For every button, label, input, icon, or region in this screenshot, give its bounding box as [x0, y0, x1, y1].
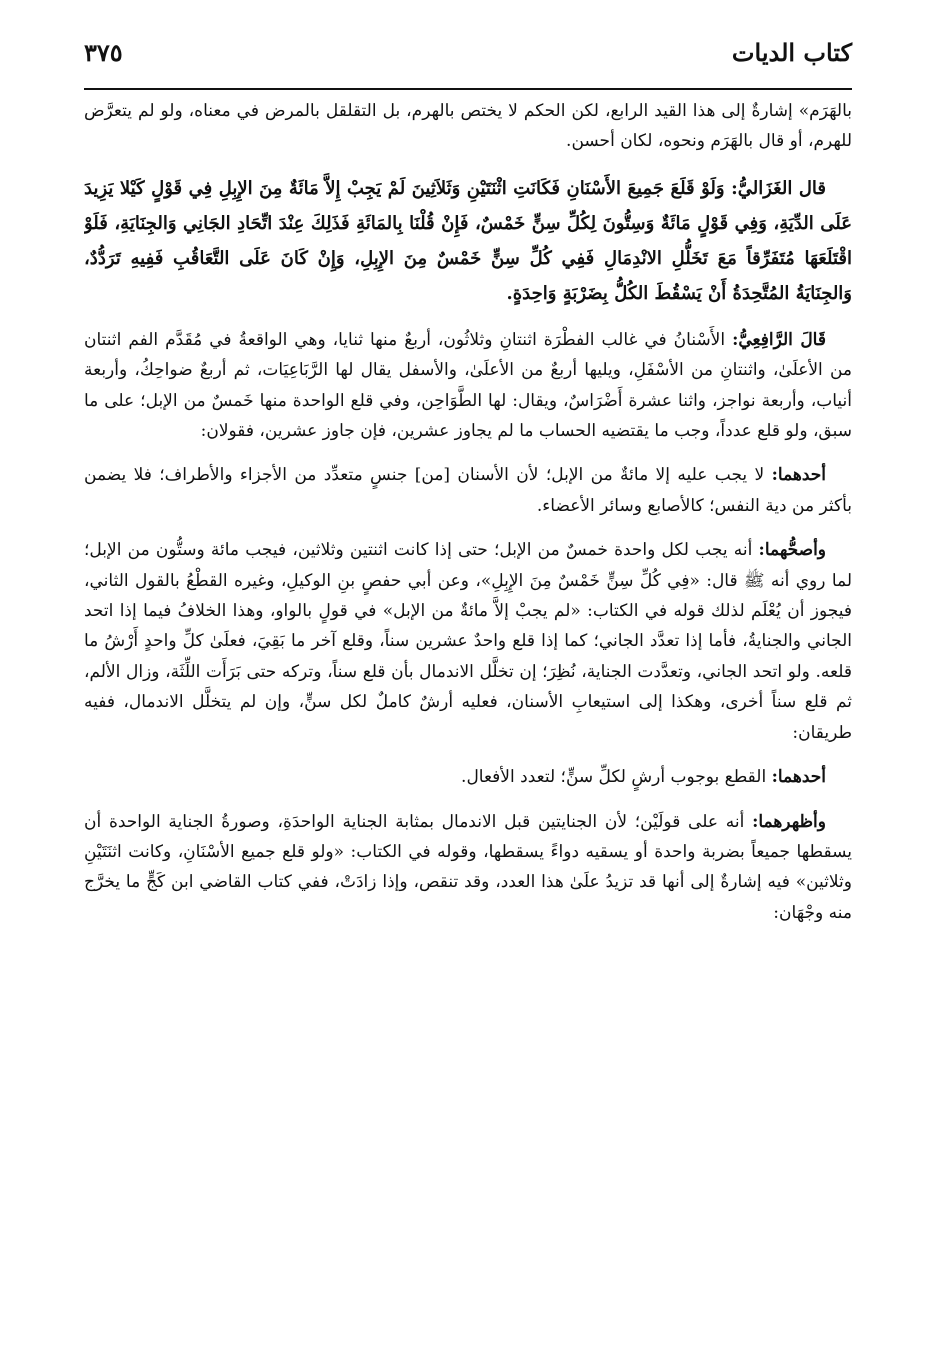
paragraph-text: لا يجب عليه إلا مائةٌ من الإبل؛ لأن الأسنان [من] جنسٍ متعدِّد من الأجزاء والأطراف؛ فلا يضمن بأكثر من دية النفس؛ كالأصابع وسائر الأعضاء.	[84, 465, 852, 516]
speaker-label: قال الغَزَاليُّ:	[731, 177, 826, 199]
opinion-label: أحدهما:	[771, 465, 827, 486]
header-rule	[84, 88, 852, 90]
paragraph-text: وَلَوْ قَلَعَ جَمِيعَ الأَسْنَانِ فَكَانَتِ اثْنَتَيْنِ وَثَلاَثِينَ لَمْ يَجِبْ إِلاَّ مَائَةٌ مِنَ الإِبِلِ فِي قَوْلٍ كَيْلا يَزِيدَ عَلَى الدِّيَةِ، وَفِي قَوْلٍ مَائَةٌ وَسِتُّونَ لِكُلِّ سِنٍّ خَمْسٌ، فَإِنْ قُلْنَا بِالمَائَةِ فَذَلِكَ عِنْدَ اتِّحَادِ الجَانِي وَالجِنَايَةِ، فَلَوْ اقْتَلَعَهَا مُتَفَرِّقاً مَعَ تَخَلُّلِ الانْدِمَالِ فَفِي كُلِّ سِنٍّ خَمْسٌ مِنَ الإِبِلِ، وَإِنْ كَانَ عَلَى التَّعَاقُبِ فَفِيهِ تَرَدُّدٌ، وَالجِنَايَةُ المُتَّحِدَةُ أَنْ يَسْقُطَ الكُلُّ بِضَرْبَةٍ وَاحِدَةٍ.	[84, 177, 852, 304]
paragraph-first-method	[84, 762, 852, 792]
speaker-label: قَالَ الرَّافِعِيُّ:	[732, 329, 826, 350]
paragraph-text: بالهَرَم» إشارةٌ إلى هذا القيد الرابع، لكن الحكم لا يختص بالهرم، بل التقلقل بالمرض في معناه، ولو لم يتعرَّض للهرم، أو قال بالهَرَم ونحوه، لكان أحسن.	[84, 101, 852, 152]
paragraph-rafii-commentary	[84, 325, 852, 447]
running-title: كتاب الديات	[731, 38, 852, 67]
paragraph-sounder-opinion	[84, 535, 852, 748]
page-number: ٣٧٥	[84, 38, 123, 67]
paragraph-first-opinion	[84, 460, 852, 521]
paragraph-ghazali-matn	[84, 171, 852, 311]
paragraph-clearer-method	[84, 807, 852, 929]
paragraph-text: الأَسْنانُ في غالب الفطْرَة اثنتانِ وثلاثُون، أربعٌ منها ثنايا، وهي الواقعةُ في مُقَدَّم الفم اثنتان من الأعلَىٰ، واثنتانِ من الأسْفَلِ، ويليها أربعٌ من الأعلَىٰ، والأسفل يقال لها الرَّبَاعِيَات، ثم أربعٌ ضواحِكُ، وأربعة أنياب، وأربعة نواجز، واثنا عشرة أَضْرَاسٌ، ويقال: لها الطَّوَاحِن، وفي قلع الواحدة منها خَمسٌ من الإبل؛ على ما سبق، ولو قلع عدداً، وجب ما يقتضيه الحساب ما لم يجاوز عشرين، فإن جاوز عشرين، فقولان:	[84, 329, 852, 442]
paragraph-text: أنه يجب لكل واحدة خمسٌ من الإبل؛ حتى إذا كانت اثنتين وثلاثين، فيجب مائة وستُّون من الإبل؛ لما روي أنه ﷺ قال: «فِي كُلِّ سِنٍّ خَمْسٌ مِنَ الإِبِلِ»، وعن أبي حفصٍ بنِ الوكيلِ، وغيره القطْعُ بالقول الثاني، فيجوز أن يُعْلَم لذلك قوله في الكتاب: «لم يجبْ إلاَّ مائةٌ من الإبل» في قولٍ بالواو، وهذا الخلافُ فيما إذا اتحد الجاني والجنايةُ، فأما إذا تعدَّد الجاني؛ كما إذا قلع واحدٌ عشرين سناً، وقلع آخر ما بَقِيَ، فعلَىٰ كلِّ واحدٍ أَرْشُ ما قلعه. ولو اتحد الجاني، وتعدَّدت الجناية، نُظِرَ؛ إن تخلَّل الاندمال بأن قلع سناً، وتركه حتى بَرَأَت اللِّثَة، وزال الألم، ثم قلع سناً أخرى، وهكذا إلى استيعابِ الأسنان، فعليه أرشٌ كاملٌ لكل سنٍّ، وإن لم يتخلَّل الاندمال، ففيه طريقان:	[84, 540, 852, 743]
page-body	[84, 96, 852, 1336]
paragraph-text: أنه على قولَيْن؛ لأن الجنايتين قبل الاندمال بمثابة الجناية الواحدَةِ، وصورةُ الجناية الواحدة أن يسقطها جميعاً بضربة واحدة أو يسقيه دواءً يسقطها، وقوله في الكتاب: «ولو قلع جميع الأسْنَانِ، وكانت اثنَتَيْنِ وثلاثين» فيه إشارةٌ إلى أنها قد تزيدُ علَىٰ هذا العدد، وقد تنقص، وإذا زادَتْ، ففي كتاب القاضي ابن كَجٍّ ما يخرَّج منه وجْهَان:	[84, 811, 852, 923]
page-header	[84, 38, 852, 67]
opinion-label: أحدهما:	[771, 767, 826, 788]
opinion-label: وأصحُّهما:	[758, 540, 827, 561]
paragraph-text: القطع بوجوب أرشٍ لكلِّ سنٍّ؛ لتعدد الأفعال.	[461, 767, 767, 788]
paragraph-continuation	[84, 96, 852, 157]
opinion-label: وأظهرهما:	[752, 811, 826, 832]
